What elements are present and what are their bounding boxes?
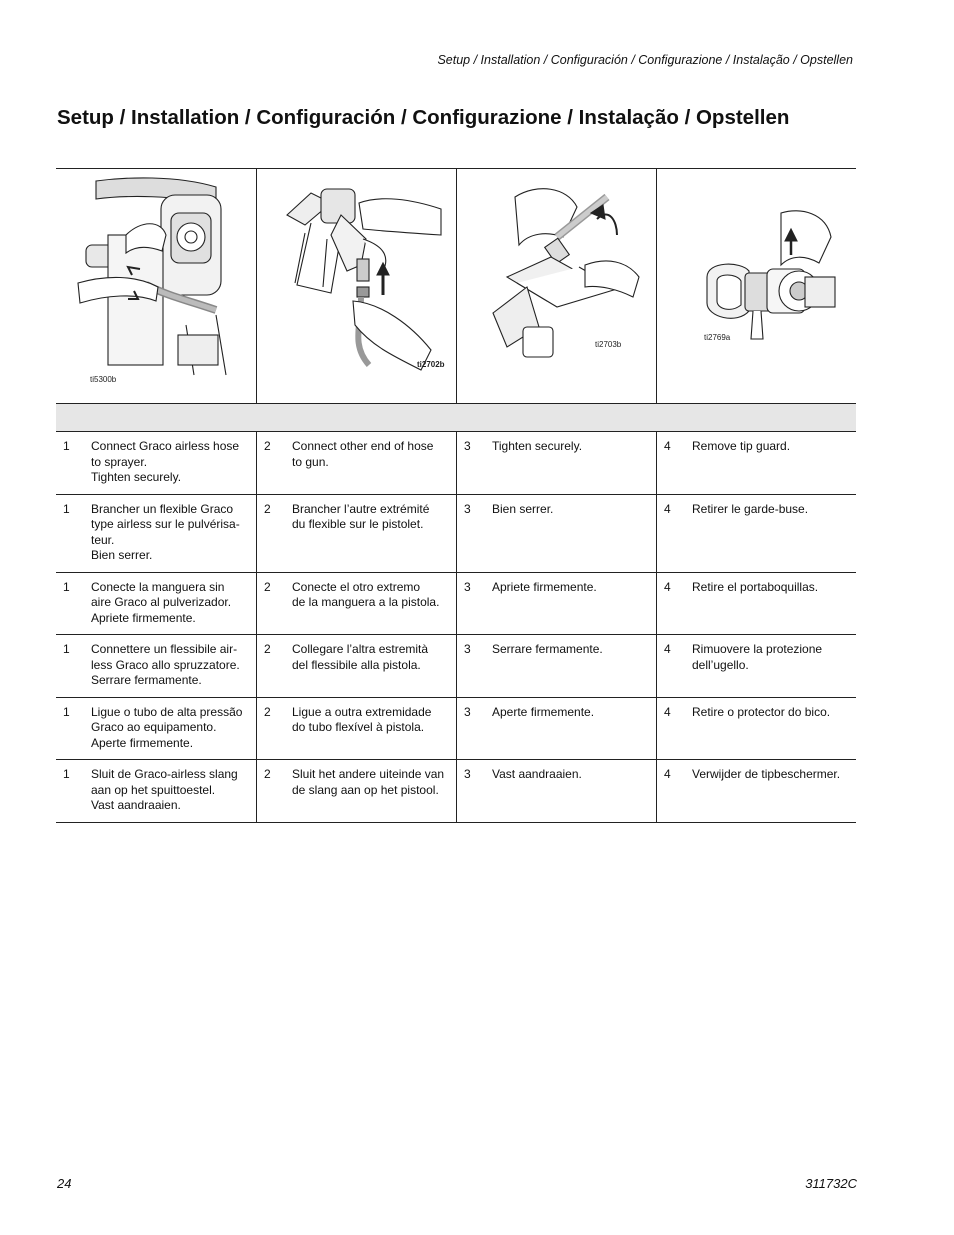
step-text: Connettere un flessibile air- less Graco allo spruzzatore. Serrare fermamente.	[91, 642, 240, 687]
step-cell	[56, 760, 256, 822]
step-cell	[56, 698, 256, 760]
step-cell	[656, 432, 856, 494]
step-text: Serrare fermamente.	[492, 642, 603, 656]
step-text: Retirer le garde-buse.	[692, 501, 809, 516]
language-row	[56, 635, 856, 698]
step-number: 3	[464, 642, 471, 656]
step-cell	[256, 573, 456, 635]
step-number: 4	[664, 704, 671, 719]
language-row	[56, 432, 856, 495]
step-text: Retire o protector do bico.	[692, 704, 831, 719]
step-cell	[456, 495, 656, 572]
step-text: Retire el portaboquillas.	[692, 579, 819, 594]
step-text: Ligue a outra extremidade do tubo flexível à pistola.	[292, 704, 432, 734]
step-cell	[456, 635, 656, 697]
step-cell	[56, 573, 256, 635]
step-text: Sluit de Graco-airless slang aan op het spuittoestel. Vast aandraaien.	[91, 767, 238, 812]
step-number: 2	[264, 704, 271, 719]
step-cell	[456, 698, 656, 760]
step-number: 4	[664, 501, 671, 516]
step-number: 3	[464, 501, 471, 516]
step-text: Conecte el otro extremo de la manguera a la pistola.	[292, 579, 440, 609]
figure-code-1: ti5300b	[90, 375, 117, 384]
step-text: Remove tip guard.	[692, 439, 791, 453]
step-number: 2	[264, 767, 271, 781]
step-cell	[656, 635, 856, 697]
step-text: Connect other end of hose to gun.	[292, 439, 434, 469]
step-text: Connect Graco airless hose to sprayer. Tighten securely.	[91, 439, 240, 484]
step-cell	[256, 698, 456, 760]
step-number: 2	[264, 439, 271, 453]
step-number: 1	[63, 642, 70, 656]
step-cell	[656, 760, 856, 822]
figure-cell-2	[256, 169, 456, 403]
figure-cell-1	[56, 169, 256, 403]
step-cell	[656, 698, 856, 760]
step-text: Apriete firmemente.	[492, 579, 597, 594]
illustration-row	[56, 169, 856, 404]
step-text: Verwijder de tipbeschermer.	[692, 767, 841, 781]
step-cell	[456, 432, 656, 494]
step-cell	[656, 573, 856, 635]
step-number: 4	[664, 439, 671, 453]
setup-steps-table	[56, 168, 856, 823]
step-cell	[256, 432, 456, 494]
figure-cell-3	[456, 169, 656, 403]
step-cell	[256, 635, 456, 697]
step-text: Conecte la manguera sin aire Graco al pulverizador. Apriete firmemente.	[91, 579, 232, 625]
step-text: Ligue o tubo de alta pressão Graco ao equipamento. Aperte firmemente.	[91, 704, 243, 750]
step-number: 3	[464, 579, 471, 594]
step-number: 4	[664, 767, 671, 781]
step-cell	[256, 495, 456, 572]
figure-code-3: ti2703b	[595, 340, 622, 349]
running-header: Setup / Installation / Configuración / Configurazione / Instalação / Opstellen	[437, 53, 853, 67]
step-cell	[256, 760, 456, 822]
shaded-separator-bar	[56, 404, 856, 432]
step-number: 3	[464, 767, 471, 781]
step-text: Collegare l’altra estremità del flessibile alla pistola.	[292, 642, 429, 672]
step-cell	[456, 760, 656, 822]
page-number: 24	[57, 1176, 72, 1191]
step-number: 1	[63, 501, 70, 516]
step-number: 1	[63, 579, 70, 594]
step-text: Brancher un flexible Graco type airless sur le pulvérisa- teur. Bien serrer.	[91, 501, 240, 562]
step-text: Aperte firmemente.	[492, 704, 595, 719]
step-cell	[656, 495, 856, 572]
language-row	[56, 495, 856, 573]
step-text: Vast aandraaien.	[492, 767, 582, 781]
remove-tip-guard-illustration	[701, 207, 841, 367]
step-cell	[56, 432, 256, 494]
step-cell	[56, 495, 256, 572]
sprayer-hose-connection-illustration	[66, 175, 246, 385]
document-number: 311732C	[805, 1176, 857, 1191]
figure-cell-4	[656, 169, 856, 403]
step-text: Sluit het andere uiteinde van de slang aan op het pistool.	[292, 767, 445, 797]
step-number: 4	[664, 579, 671, 594]
language-row	[56, 698, 856, 761]
step-text: Brancher l’autre extrémité du flexible sur le pistolet.	[292, 501, 430, 531]
step-text: Bien serrer.	[492, 501, 554, 516]
language-rows	[56, 432, 856, 823]
step-number: 4	[664, 642, 671, 656]
figure-code-4: ti2769a	[704, 333, 731, 342]
step-number: 2	[264, 642, 271, 656]
step-number: 1	[63, 767, 70, 781]
step-text: Rimuovere la protezione dell’ugello.	[692, 642, 823, 672]
step-number: 3	[464, 704, 471, 719]
step-text: Tighten securely.	[492, 439, 583, 453]
figure-code-2: ti2702b	[417, 360, 445, 369]
step-number: 1	[63, 439, 70, 453]
language-row	[56, 760, 856, 823]
page-title: Setup / Installation / Configuración / Configurazione / Instalação / Opstellen	[57, 106, 790, 129]
language-row	[56, 573, 856, 636]
step-cell	[456, 573, 656, 635]
step-cell	[56, 635, 256, 697]
step-number: 1	[63, 704, 70, 719]
step-number: 3	[464, 439, 471, 453]
step-number: 2	[264, 579, 271, 594]
gun-hose-connection-illustration	[271, 175, 446, 375]
step-number: 2	[264, 501, 271, 516]
